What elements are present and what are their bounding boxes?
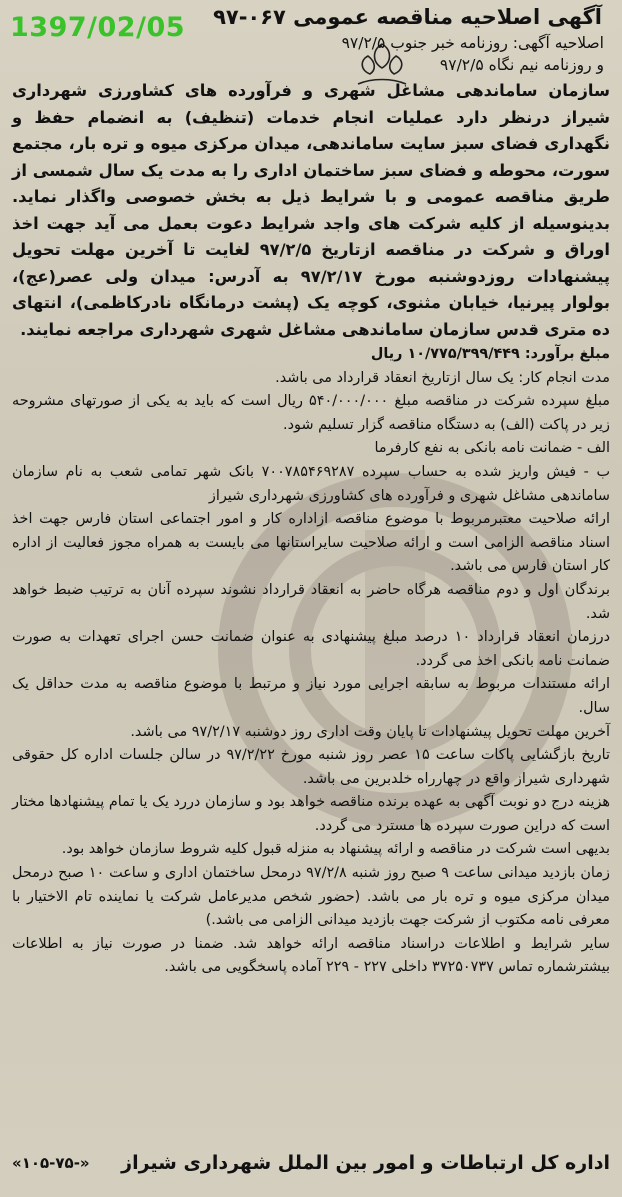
guarantee-option-b: ب - فیش واریز شده به حساب سپرده ۷۰۰۷۸۵۴۶۹۲۸۷ بانک شهر تمامی شعب به نام سازمان ساماندهی مشاغل شهری و فرآورده های کشاورزی شهرداری شیراز — [12, 463, 611, 504]
deadline-paragraph: آخرین مهلت تحویل پیشنهادات تا پایان وقت اداری روز دوشنبه ۹۷/۲/۱۷ می باشد. — [130, 723, 610, 740]
advert-cost-paragraph: هزینه درج دو نوبت آگهی به عهده برنده مناقصه خواهد بود و سازمان دررد یک یا تمام پیشنهادها مختار است که دراین صورت سپرده ها مسترد می گردد. — [12, 794, 610, 834]
notice-footer — [12, 1152, 610, 1174]
guarantee-option-a: الف - ضمانت نامه بانکی به نفع کارفرما — [374, 440, 610, 457]
duration-line: مدت انجام کار: یک سال ازتاریخ انعقاد قرارداد می باشد. — [275, 369, 610, 386]
winners-paragraph: برندگان اول و دوم مناقصه هرگاه حاضر به انعقاد قرارداد نشوند سپرده آنان به ترتیب ضبط خواهد شد. — [12, 581, 610, 622]
performance-bond-paragraph: درزمان انعقاد قرارداد ۱۰ درصد مبلغ پیشنهادی به عنوان ضمانت حسن اجرای تعهدات به صورت ضمانت نامه بانکی اخذ می گردد. — [12, 629, 611, 669]
experience-paragraph: ارائه مستندات مربوط به سابقه اجرایی مورد نیاز و مرتبط با موضوع مناقصه به مدت حداقل یک سال. — [12, 676, 610, 716]
issuer-organization: اداره کل ارتباطات و امور بین الملل شهرداری شیراز — [121, 1152, 610, 1174]
contact-paragraph: سایر شرایط و اطلاعات دراسناد مناقصه ارائه خواهد شد. ضمنا در صورت نیاز به اطلاعات بیشترشماره تماس ۳۷۲۵۰۷۳۷ داخلی ۲۲۷ - ۲۲۹ آماده پاسخگویی می باشد. — [12, 935, 610, 976]
date-stamp: 1397/02/05 — [10, 12, 186, 43]
site-visit-paragraph: زمان بازدید میدانی ساعت ۹ صبح روز شنبه ۹۷/۲/۸ درمحل ساختمان اداری و ساعت ۱۰ صبح درمحل میدان مرکزی میوه و تره بار می باشد. (حضور شخص مدیرعامل شرکت یا نماینده تام الاختیار با معرفی نامه مکتوب از شرکت جهت بازدید میدانی الزامی می باشد.) — [12, 865, 610, 929]
notice-body — [12, 2, 610, 980]
estimate-line: مبلغ برآورد: ۱۰/۷۷۵/۳۹۹/۴۴۹ ریال — [370, 346, 610, 362]
publication-line-2: و روزنامه نیم نگاه ۹۷/۲/۵ — [439, 56, 604, 74]
opening-paragraph: تاریخ بازگشایی پاکات ساعت ۱۵ عصر روز شنبه مورخ ۹۷/۲/۲۲ در سالن جلسات اداره کل حقوقی شهرداری شیراز واقع در چهارراه خلدبرین می باشد. — [12, 747, 610, 787]
intro-paragraph: سازمان ساماندهی مشاغل شهری و فرآورده های کشاورزی شهرداری شیراز درنظر دارد عملیات انجام خدمات (تنظیف) به انضمام حفظ و نگهداری فضای سبز سایت ساماندهی، میدان مرکزی میوه و تره بار، مجتمع سورت، محوطه و فضای سبز ساختمان اداری را به مدت یک سال شمسی از طریق مناقصه عمومی و با شرایط ذیل به بخش خصوصی واگذار نماید. بدینوسیله از کلیه شرکت های واجد شرایط دعوت بعمل می آید جهت اخذ اوراق و شرکت در مناقصه ازتاریخ ۹۷/۲/۵ لغایت تا آخرین مهلت تحویل پیشنهادات روزدوشنبه مورخ ۹۷/۲/۱۷ به آدرس: میدان ولی عصر(عج)، بولوار پیرنیا، خیابان مثنوی، کوچه یک (پشت درمانگاه نادرکاظمی)، انتهای ده متری قدس سازمان ساماندهی مشاغل شهری شهرداری مراجعه نمایند. — [12, 81, 611, 339]
acceptance-paragraph: بدیهی است شرکت در مناقصه و ارائه پیشنهاد به منزله قبول کلیه شروط سازمان خواهد بود. — [61, 841, 610, 858]
deposit-paragraph: مبلغ سپرده شرکت در مناقصه مبلغ ۵۴۰/۰۰۰/۰۰۰ ریال است که باید به یکی از صورتهای مشروحه زیر در پاکت (الف) به دستگاه مناقصه گزار تسلیم شود. — [12, 393, 611, 433]
publication-line-1: اصلاحیه آگهی: روزنامه خبر جنوب ۹۷/۲/۵ — [341, 34, 604, 52]
qualification-paragraph: ارائه صلاحیت معتبرمربوط با موضوع مناقصه ازاداره کار و امور اجتماعی استان فارس جهت اخذ اسناد مناقصه الزامی است و ارائه صلاحیت سایراستانها می بایست به همراه مجوز فعالیت از اداره کار استان فارس می باشد. — [12, 511, 610, 575]
notice-code: «۱۰۵-۷۵-» — [12, 1154, 90, 1172]
notice-title: آگهی اصلاحیه مناقصه عمومی ۰۶۷-۹۷ — [213, 5, 602, 29]
